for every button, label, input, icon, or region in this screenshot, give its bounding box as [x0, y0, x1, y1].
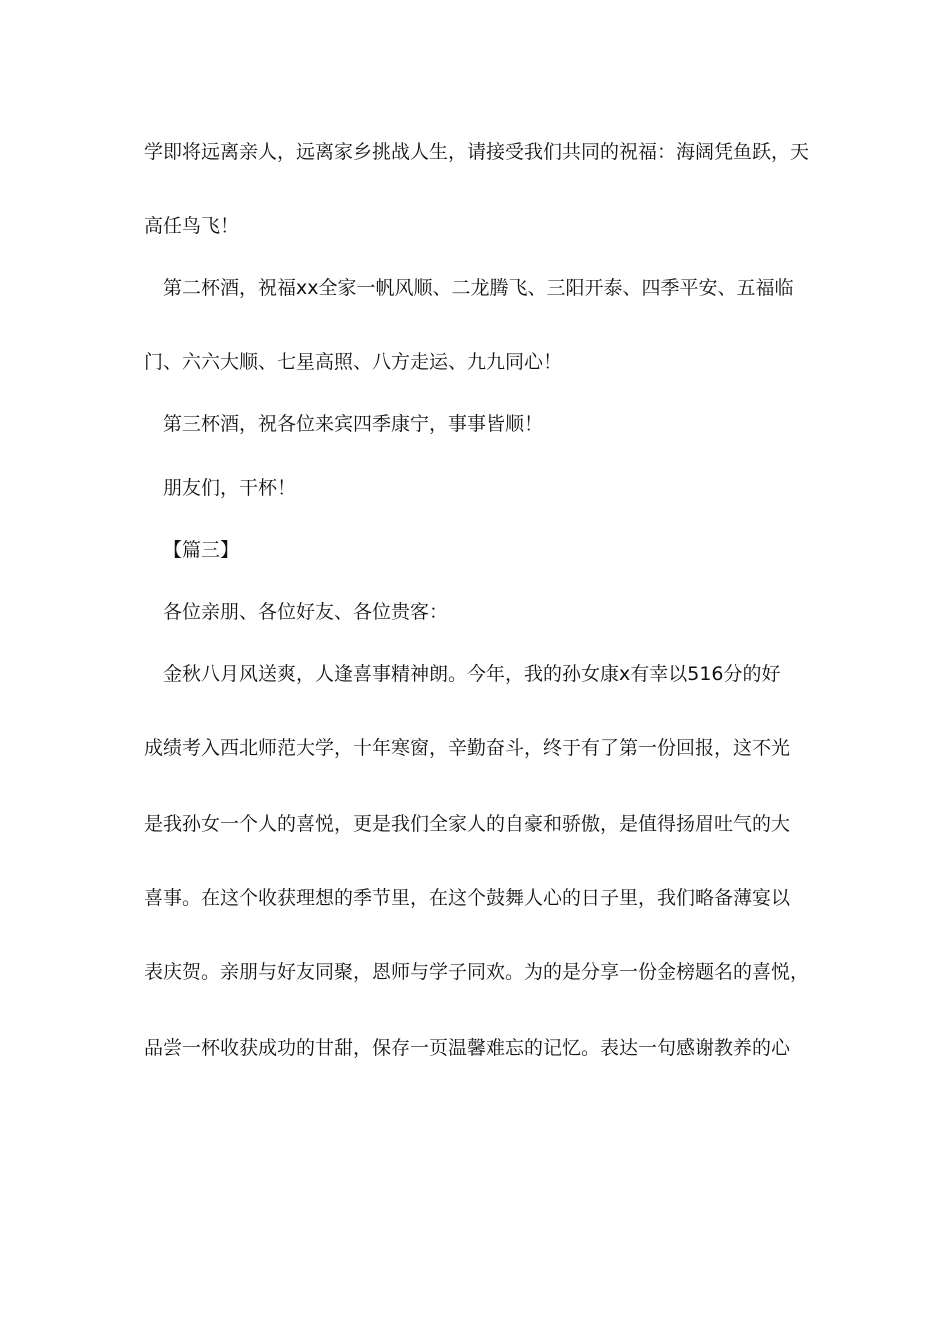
paragraph-line: 是我孙女一个人的喜悦，更是我们全家人的自豪和骄傲，是值得扬眉吐气的大 — [144, 813, 791, 835]
paragraph-line: 金秋八月风送爽，人逢喜事精神朗。今年，我的孙女康x有幸以516分的好 — [163, 663, 781, 685]
paragraph-line: 第二杯酒，祝福xx全家一帆风顺、二龙腾飞、三阳开泰、四季平安、五福临 — [163, 277, 794, 299]
paragraph-line: 门、六六大顺、七星高照、八方走运、九九同心！ — [144, 351, 563, 373]
paragraph-line: 高任鸟飞！ — [144, 215, 240, 237]
paragraph-line: 学即将远离亲人，远离家乡挑战人生，请接受我们共同的祝福：海阔凭鱼跃，天 — [144, 141, 810, 163]
paragraph-line: 喜事。在这个收获理想的季节里，在这个鼓舞人心的日子里，我们略备薄宴以 — [144, 887, 791, 909]
paragraph-line: 品尝一杯收获成功的甘甜，保存一页温馨难忘的记忆。表达一句感谢教养的心 — [144, 1037, 791, 1059]
paragraph-line: 朋友们，干杯！ — [163, 477, 297, 499]
paragraph-line: 各位亲朋、各位好友、各位贵客： — [163, 601, 449, 623]
paragraph-line: 表庆贺。亲朋与好友同聚，恩师与学子同欢。为的是分享一份金榜题名的喜悦， — [144, 961, 810, 983]
paragraph-line: 成绩考入西北师范大学，十年寒窗，辛勤奋斗，终于有了第一份回报，这不光 — [144, 737, 791, 759]
paragraph-line: 第三杯酒，祝各位来宾四季康宁，事事皆顺！ — [163, 413, 544, 435]
section-heading: 【篇三】 — [163, 539, 240, 561]
